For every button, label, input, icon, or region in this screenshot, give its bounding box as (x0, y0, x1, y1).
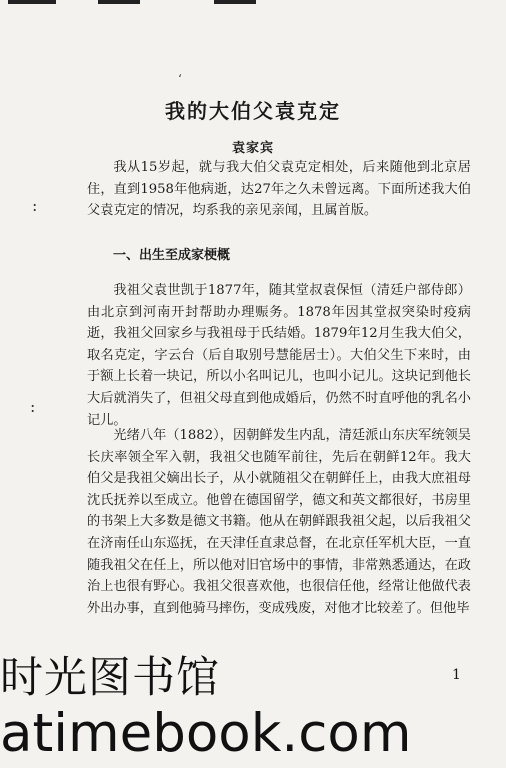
body-paragraph-1: 我祖父袁世凯于1877年，随其堂叔袁保恒（清廷户部侍郎）由北京到河南开封帮助办理赈务。1878年因其堂叔突染时疫病逝，我祖父回家乡与我祖母于氏结婚。1879年12月生我大伯父，取名克定，字云台（后自取别号慧能居士）。大伯父生下来时，由于额上长着一块记，所以小名叫记儿，也叫小记儿。这块记到他长大后就消失了，但祖父母直到他成婚后，仍然不时直呼他的乳名小记儿。 (87, 283, 471, 428)
scan-speck: ʻ (178, 72, 182, 86)
article-title: 我的大伯父袁克定 (165, 99, 341, 123)
author-name: 袁家宾 (231, 141, 274, 156)
page-number: 1 (452, 667, 461, 683)
body-paragraph-2: 光绪八年（1882），因朝鲜发生内乱，清廷派山东庆军统领吴长庆率领全军入朝，我祖父也随军前往，先后在朝鲜12年。我大伯父是我祖父嫡出长子，从小就随祖父在朝鲜任上，由我大庶祖母沈氏抚养以至成立。他曾在德国留学，德文和英文都很好，书房里的书架上大多数是德文书籍。他从在朝鲜跟我祖父起，以后我祖父在济南任山东巡抚，在天津任直隶总督，在北京任军机大臣，一直随我祖父在任上，所以他对旧官场中的事情，非常熟悉通达，在政治上也很有野心。我祖父很喜欢他，也很信任他，经常让他做代表外出办事，直到他骑马摔伤，变成残废，对他才比较差了。但他毕 (87, 428, 471, 616)
watermark-chinese: 时光图书馆 (0, 653, 220, 703)
binding-hole-mark: : (32, 196, 38, 215)
watermark-url: atimebook.com (0, 703, 412, 764)
intro-paragraph: 我从15岁起，就与我大伯父袁克定相处，后来随他到北京居住，直到1958年他病逝，达27年之久未曾远离。下面所述我大伯父袁克定的情况，均系我的亲见亲闻，且属首版。 (87, 160, 471, 219)
binding-hole-mark: : (30, 397, 36, 416)
section-heading: 一、出生至成家梗概 (113, 248, 231, 263)
scan-mark (214, 0, 256, 4)
scan-mark (98, 0, 140, 4)
scan-mark (8, 0, 56, 4)
